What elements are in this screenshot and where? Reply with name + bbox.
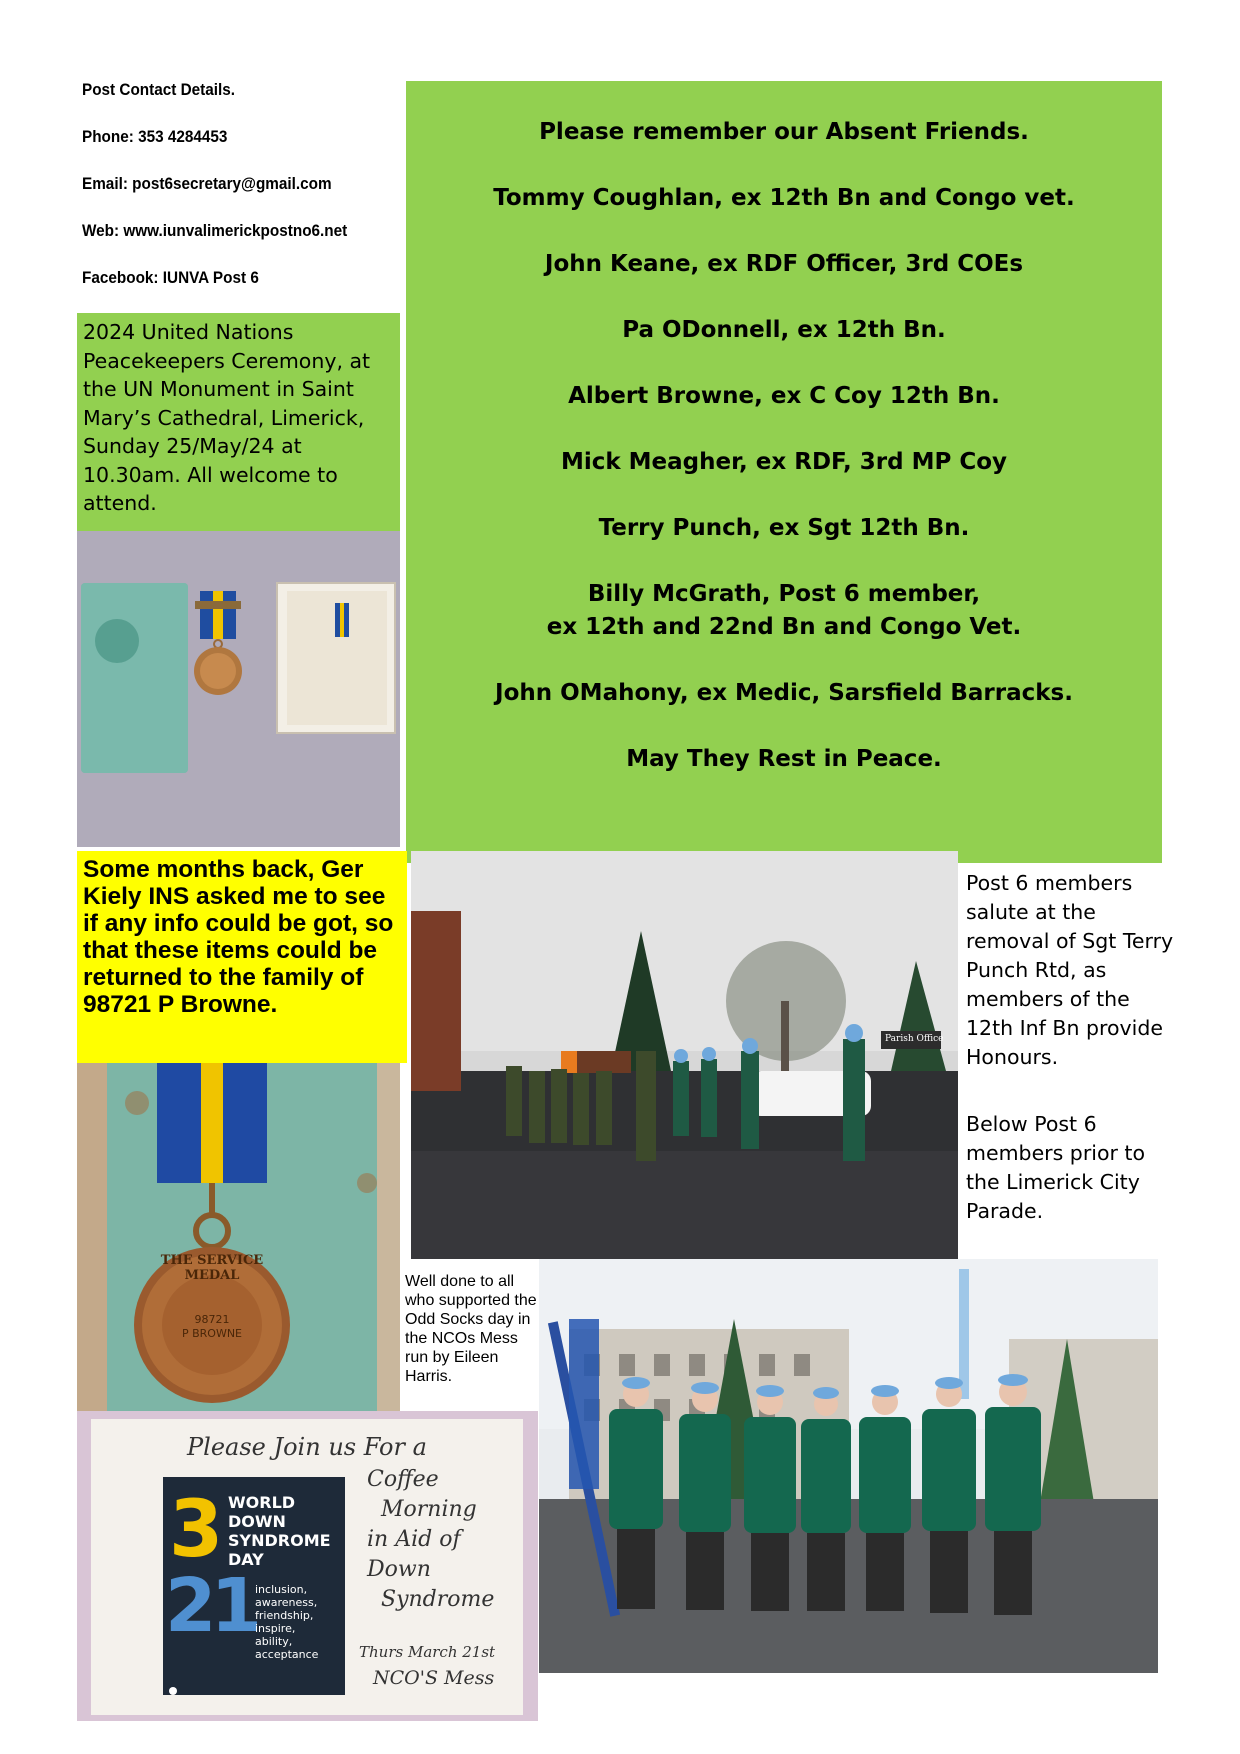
poster-coffee-text: Coffee Morning in Aid of Down Syndrome (367, 1467, 495, 1612)
poster-invite: Please Join us For a (187, 1433, 427, 1461)
medal-number: 98721 (194, 1313, 230, 1326)
coffee-morning-poster-photo (77, 1411, 538, 1721)
poster-venue: NCO'S Mess (373, 1667, 495, 1689)
memorial-name: Albert Browne, ex C Coy 12th Bn. (568, 383, 1000, 409)
medal-appeal-text: Some months back, Ger Kiely INS asked me to see if any info could be got, so that these items could be returned to the family of 98721 P Browne. (83, 856, 394, 1018)
wdsd-number-21: 21 (165, 1563, 256, 1649)
medal-appeal-box (77, 851, 407, 1063)
memorial-closing: May They Rest in Peace. (626, 746, 942, 772)
ceremony-notice (77, 313, 400, 531)
wdsd-number-3: 3 (169, 1485, 224, 1575)
memorial-name: Mick Meagher, ex RDF, 3rd MP Coy (560, 449, 1008, 475)
contact-web[interactable]: Web: www.iunvalimerickpostno6.net (82, 221, 348, 240)
parish-office-sign: Parish Office (885, 1034, 944, 1044)
removal-ceremony-photo (411, 851, 958, 1259)
poster-date: Thurs March 21st (359, 1643, 496, 1661)
memorial-name: Tommy Coughlan, ex 12th Bn and Congo vet. (493, 185, 1075, 211)
medal-box-photo (77, 531, 400, 847)
memorial-name: Billy McGrath, Post 6 member, (587, 581, 981, 607)
parade-group-photo (539, 1259, 1158, 1673)
removal-caption: Post 6 members salute at the removal of Sgt Terry Punch Rtd, as members of the 12th Inf Bn provide Honours. (966, 871, 1174, 1069)
veterans-group (539, 1259, 1158, 1673)
odd-socks-caption: Well done to all who supported the Odd Socks day in the NCOs Mess run by Eileen Harris. (405, 1273, 537, 1385)
wdsd-values: inclusion, awareness, friendship, inspire, ability, acceptance (255, 1583, 319, 1661)
absent-friends-title: Please remember our Absent Friends. (539, 119, 1029, 145)
medal-inscription: THE SERVICE MEDAL (160, 1253, 264, 1283)
contact-email[interactable]: Email: post6secretary@gmail.com (82, 174, 332, 193)
memorial-name: John OMahony, ex Medic, Sarsfield Barracks. (495, 680, 1073, 706)
contact-heading: Post Contact Details. (82, 80, 236, 99)
ceremony-text: 2024 United Nations Peacekeepers Ceremony, at the UN Monument in Saint Mary’s Cathedral, Limerick, Sunday 25/May/24 at 10.30am. All welcome to attend. (83, 320, 371, 515)
absent-friends-panel (406, 81, 1162, 863)
contact-details (82, 80, 402, 315)
contact-facebook[interactable]: Facebook: IUNVA Post 6 (82, 268, 259, 287)
memorial-name: Pa ODonnell, ex 12th Bn. (622, 317, 946, 343)
memorial-name: John Keane, ex RDF Officer, 3rd COEs (544, 251, 1024, 277)
contact-phone: Phone: 353 4284453 (82, 127, 228, 146)
parade-caption: Below Post 6 members prior to the Limerick City Parade. (966, 1112, 1146, 1223)
removal-figures (411, 851, 958, 1259)
medal-name: P BROWNE (181, 1327, 243, 1340)
memorial-name-continued: ex 12th and 22nd Bn and Congo Vet. (546, 614, 1022, 640)
wdsd-logo-text: WORLD DOWN SYNDROME DAY (228, 1493, 331, 1569)
medal-closeup-photo (77, 1063, 400, 1411)
memorial-name: Terry Punch, ex Sgt 12th Bn. (598, 515, 970, 541)
